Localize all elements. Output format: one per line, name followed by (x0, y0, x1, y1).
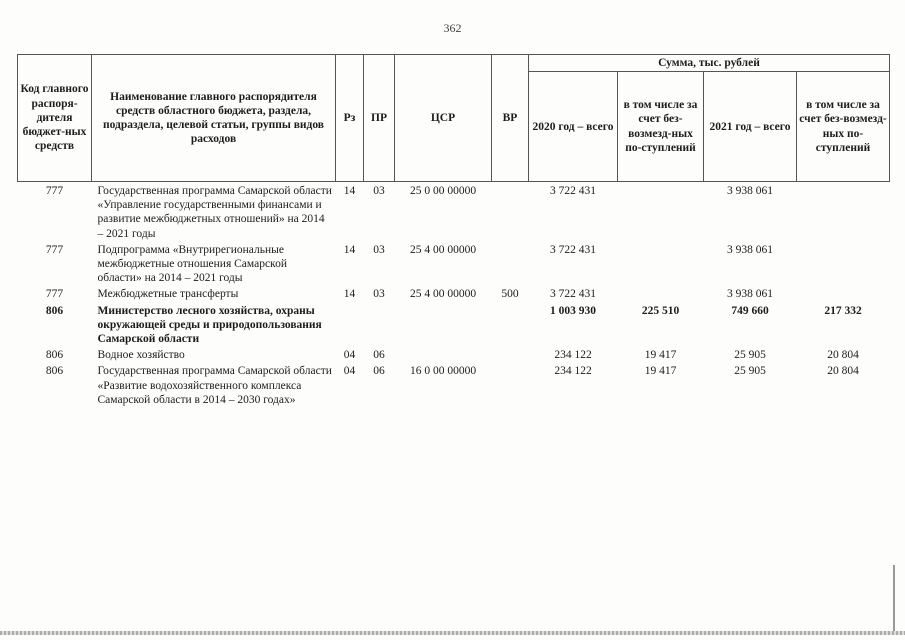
cell-vr (492, 182, 529, 243)
cell-csr: 25 0 00 00000 (409, 185, 477, 197)
cell-csr (395, 304, 492, 349)
cell-2021-free: 20 804 (827, 365, 859, 378)
cell-2021-free: 20 804 (827, 349, 859, 362)
cell-vr: 500 (501, 288, 519, 301)
cell-rz: 04 (343, 349, 356, 362)
cell-2021-total: 25 905 (734, 365, 766, 378)
cell-2021-free (797, 243, 890, 288)
cell-pr: 03 (373, 288, 385, 301)
cell-csr: 25 4 00 00000 (409, 288, 477, 301)
table-row (18, 287, 890, 303)
cell-2020-total: 3 722 431 (550, 185, 596, 197)
table-header (18, 55, 890, 182)
cell-pr: 03 (373, 243, 385, 256)
cell-2021-total: 749 660 (731, 304, 769, 317)
cell-rz: 14 (343, 288, 356, 301)
cell-2020-total: 3 722 431 (550, 243, 596, 256)
cell-vr (492, 364, 529, 409)
cell-name: Государственная программа Самарской области «Управление государственными финансами и развитие межбюджетных отношений» на 2014 – 2021 годы (97, 185, 332, 240)
cell-code: 806 (45, 365, 64, 378)
header-2020-total: 2020 год – всего (529, 72, 618, 182)
cell-2020-total: 234 122 (554, 365, 592, 378)
cell-vr (492, 348, 529, 364)
cell-name: Подпрограмма «Внутрирегиональные межбюджетные отношения Самарской области» на 2014 – 2021 годы (97, 243, 287, 285)
cell-2021-total: 3 938 061 (727, 288, 773, 301)
cell-vr (492, 304, 529, 349)
header-vr: ВР (492, 55, 529, 182)
page-number: 362 (443, 21, 462, 35)
scan-bottom-border (0, 631, 905, 635)
cell-rz: 14 (343, 185, 356, 197)
header-csr: ЦСР (395, 55, 492, 182)
budget-table (17, 54, 890, 409)
cell-2021-free (797, 287, 890, 303)
cell-pr: 06 (373, 349, 385, 362)
cell-2020-free (618, 287, 704, 303)
header-rz: Рз (336, 55, 364, 182)
header-name: Наименование главного распорядителя средств областного бюджета, раздела, подраздела, целевой статьи, группы видов расходов (92, 55, 336, 182)
table-row (18, 304, 890, 349)
cell-2020-free: 225 510 (641, 304, 680, 317)
cell-name: Государственная программа Самарской области «Развитие водохозяйственного комплекса Самарской области в 2014 – 2030 годах» (97, 365, 332, 406)
cell-pr (364, 304, 395, 349)
cell-csr: 25 4 00 00000 (409, 243, 477, 256)
table-body (18, 182, 890, 410)
cell-rz: 14 (343, 243, 356, 256)
table-row (18, 243, 890, 288)
cell-2020-free (618, 182, 704, 243)
cell-2021-total: 3 938 061 (727, 185, 773, 197)
header-sum: Сумма, тыс. рублей (529, 55, 890, 72)
cell-rz: 04 (343, 365, 356, 378)
cell-csr (395, 348, 492, 364)
header-pr: ПР (364, 55, 395, 182)
header-2020-free: в том числе за счет без-возмезд-ных по-ступлений (618, 72, 704, 182)
cell-2021-free: 217 332 (824, 304, 862, 317)
cell-2021-total: 25 905 (734, 349, 766, 362)
cell-code: 777 (45, 185, 64, 197)
cell-name: Министерство лесного хозяйства, охраны окружающей среды и природопользования Самарской области (97, 304, 322, 346)
cell-2021-free (797, 182, 890, 243)
cell-code: 777 (45, 243, 64, 256)
cell-code: 777 (45, 288, 64, 301)
cell-vr (492, 243, 529, 288)
cell-name: Межбюджетные трансферты (97, 288, 239, 301)
cell-csr: 16 0 00 00000 (409, 365, 477, 378)
header-code: Код главного распоря-дителя бюджет-ных средств (18, 55, 92, 182)
cell-name: Водное хозяйство (97, 349, 185, 362)
cell-2020-free (618, 243, 704, 288)
cell-2020-total: 1 003 930 (550, 304, 596, 317)
cell-pr: 03 (373, 185, 385, 197)
header-2021-total: 2021 год – всего (704, 72, 797, 182)
cell-2020-total: 234 122 (554, 349, 592, 362)
table-row (18, 182, 890, 243)
cell-pr: 06 (373, 365, 385, 378)
scan-edge-line (893, 565, 895, 631)
table-row (18, 348, 890, 364)
table-row (18, 364, 890, 409)
cell-2020-free: 19 417 (644, 365, 677, 378)
cell-2021-total: 3 938 061 (727, 243, 773, 256)
cell-code: 806 (45, 304, 64, 317)
cell-code: 806 (45, 349, 64, 362)
cell-2020-total: 3 722 431 (550, 288, 596, 301)
header-2021-free: в том числе за счет без-возмезд-ных по-ступлений (797, 72, 890, 182)
cell-2020-free: 19 417 (644, 349, 677, 362)
cell-rz (336, 304, 364, 349)
